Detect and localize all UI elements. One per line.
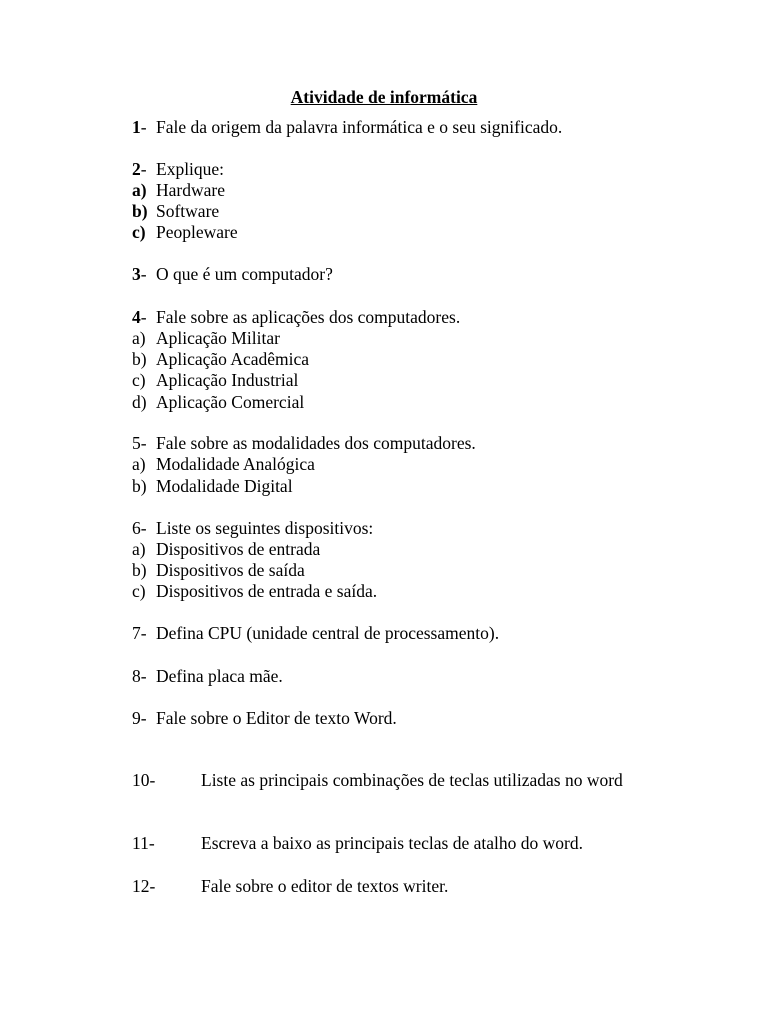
list-item <box>0 348 768 370</box>
list-item <box>0 327 768 349</box>
list-item-text: Dispositivos de saída <box>156 560 305 580</box>
question-8-text: Defina placa mãe. <box>156 666 283 686</box>
question-9-number: 9- <box>132 708 147 728</box>
list-item-text: Aplicação Militar <box>156 328 280 348</box>
list-item <box>0 580 768 602</box>
list-item-text: Dispositivos de entrada e saída. <box>156 581 378 601</box>
question-4 <box>0 306 768 328</box>
question-10-number: 10- <box>132 770 156 790</box>
list-item-text: Aplicação Acadêmica <box>156 349 310 369</box>
list-item-text: Aplicação Industrial <box>156 370 299 390</box>
list-item-text: Hardware <box>156 180 225 200</box>
question-9 <box>0 707 768 729</box>
question-5-number: 5- <box>132 433 147 453</box>
list-item-marker: c) <box>132 370 146 390</box>
question-4-number: 4- <box>132 307 147 327</box>
list-item <box>0 179 768 201</box>
question-7-number: 7- <box>132 623 147 643</box>
question-1-number: 1- <box>132 117 147 137</box>
question-5-text: Fale sobre as modalidades dos computadores. <box>156 433 476 453</box>
list-item-marker: b) <box>132 201 148 221</box>
list-item-text: Software <box>156 201 220 221</box>
list-item <box>0 221 768 243</box>
question-5 <box>0 432 768 454</box>
list-item-marker: d) <box>132 392 147 412</box>
list-item-text: Modalidade Analógica <box>156 454 315 474</box>
list-item <box>0 559 768 581</box>
list-item <box>0 475 768 497</box>
question-11-text: Escreva a baixo as principais teclas de atalho do word. <box>201 833 583 853</box>
list-item <box>0 200 768 222</box>
question-7 <box>0 622 768 644</box>
question-3-text: O que é um computador? <box>156 264 333 284</box>
question-6 <box>0 517 768 539</box>
list-item-text: Modalidade Digital <box>156 476 293 496</box>
list-item-marker: a) <box>132 454 146 474</box>
question-2 <box>0 158 768 180</box>
list-item-marker: c) <box>132 581 146 601</box>
question-6-text: Liste os seguintes dispositivos: <box>156 518 374 538</box>
question-4-text: Fale sobre as aplicações dos computadores. <box>156 307 461 327</box>
list-item-text: Peopleware <box>156 222 238 242</box>
list-item <box>0 391 768 413</box>
question-1 <box>0 116 768 138</box>
question-2-number: 2- <box>132 159 147 179</box>
question-7-text: Defina CPU (unidade central de processamento). <box>156 623 500 643</box>
question-6-number: 6- <box>132 518 147 538</box>
question-11 <box>0 832 768 854</box>
list-item <box>0 369 768 391</box>
question-11-number: 11- <box>132 833 155 853</box>
question-9-text: Fale sobre o Editor de texto Word. <box>156 708 397 728</box>
question-10 <box>0 769 768 791</box>
list-item-marker: b) <box>132 560 147 580</box>
question-1-text: Fale da origem da palavra informática e o seu significado. <box>156 117 563 137</box>
question-8-number: 8- <box>132 666 147 686</box>
list-item-text: Dispositivos de entrada <box>156 539 321 559</box>
question-12-number: 12- <box>132 876 156 896</box>
list-item-marker: c) <box>132 222 146 242</box>
question-12-text: Fale sobre o editor de textos writer. <box>201 876 449 896</box>
list-item-marker: a) <box>132 539 146 559</box>
list-item-marker: a) <box>132 180 147 200</box>
question-12 <box>0 875 768 897</box>
list-item-marker: b) <box>132 476 147 496</box>
document-title: Atividade de informática <box>290 87 478 107</box>
list-item <box>0 453 768 475</box>
list-item <box>0 538 768 560</box>
question-3 <box>0 263 768 285</box>
question-2-text: Explique: <box>156 159 225 179</box>
list-item-text: Aplicação Comercial <box>156 392 305 412</box>
question-8 <box>0 665 768 687</box>
question-3-number: 3- <box>132 264 147 284</box>
list-item-marker: a) <box>132 328 146 348</box>
list-item-marker: b) <box>132 349 147 369</box>
question-10-text: Liste as principais combinações de teclas utilizadas no word <box>201 770 623 790</box>
